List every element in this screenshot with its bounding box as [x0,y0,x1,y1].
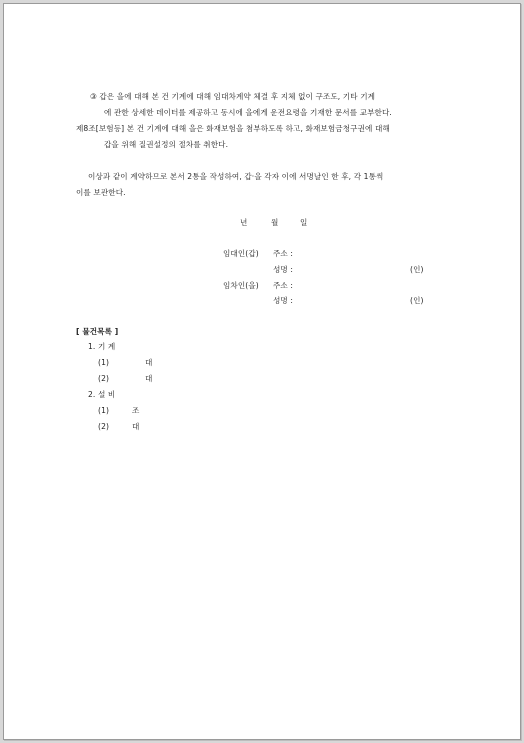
clause-line: ③ 갑은 을에 대해 본 건 기계에 대해 임대차계약 체결 후 지체 없이 구조도, 기타 기계 [90,92,376,101]
inventory-section-title: 2. 설 비 [88,390,116,399]
lessee-role: 임차인(을) [223,281,259,290]
lessee-seal: (인) [410,296,424,305]
closing-line: 이상과 같이 계약하므로 본서 2통을 작성하여, 갑·을 각자 이에 서명날인 한 후, 각 1통씩 [88,172,384,181]
inventory-item-unit: 대 [145,358,153,367]
inventory-item-number: (2) [98,374,110,383]
date-month: 월 [271,218,279,227]
closing-line: 이를 보관한다. [76,188,126,197]
inventory-section-title: 1. 기 계 [88,342,116,351]
inventory-item-number: (1) [98,406,110,415]
inventory-item-number: (1) [98,358,110,367]
inventory-item-unit: 대 [132,422,140,431]
clause-line: 에 관한 상세한 데이터를 제공하고 동시에 을에게 운전요령을 기재한 문서를 교부한다. [104,108,392,117]
lessee-name-label: 성명 : [273,296,294,305]
lessor-name-label: 성명 : [273,265,294,274]
lessor-seal: (인) [410,265,424,274]
lessee-address-label: 주소 : [273,281,294,290]
inventory-item-unit: 조 [132,406,140,415]
date-day: 일 [300,218,308,227]
lessor-role: 임대인(갑) [223,249,259,258]
clause-line: 갑을 위해 질권설정의 절차를 취한다. [104,140,229,149]
inventory-heading: [ 물건목록 ] [76,327,119,336]
clause-line: 제8조[보험등] 본 건 기계에 대해 을은 화재보험을 첨부하도록 하고, 화재보험금청구권에 대해 [76,124,390,133]
inventory-item-unit: 대 [145,374,153,383]
inventory-item-number: (2) [98,422,110,431]
lessor-address-label: 주소 : [273,249,294,258]
document-page [3,3,521,740]
date-year: 년 [240,218,248,227]
